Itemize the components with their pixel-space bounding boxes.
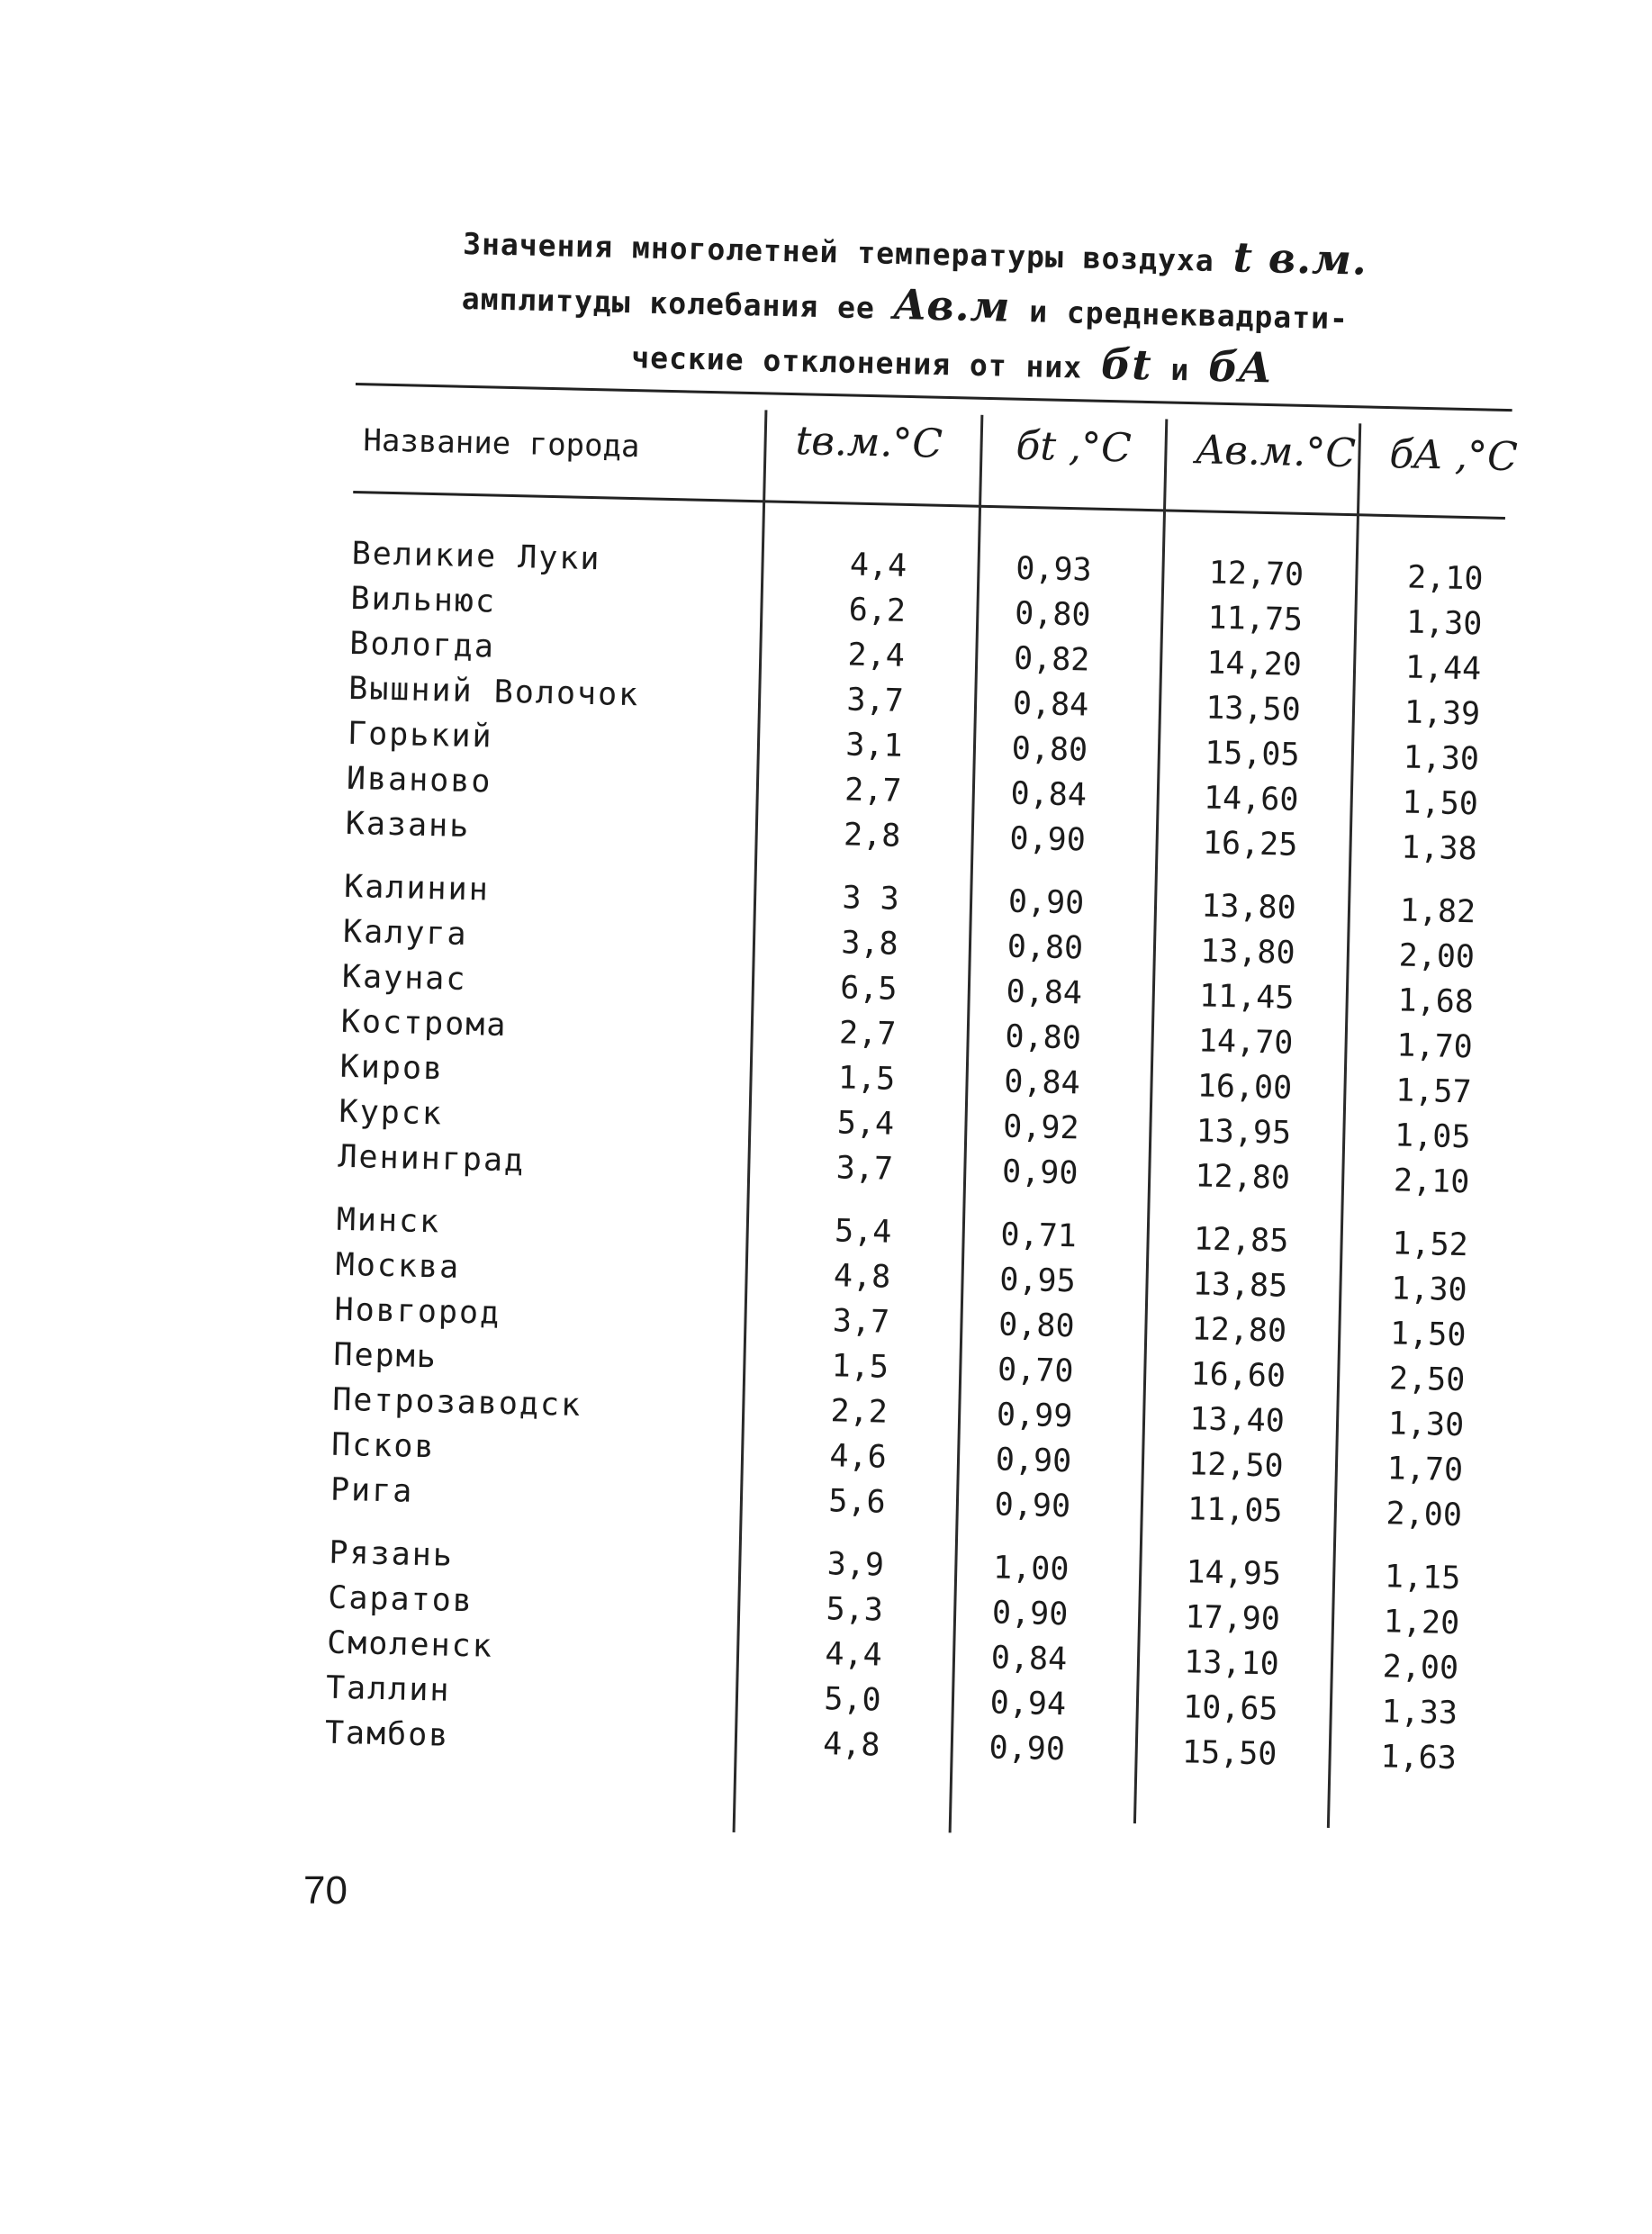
t-vm-cell: 4,6	[829, 1438, 888, 1476]
a-vm-cell: 17,90	[1184, 1599, 1281, 1638]
sigma-t-cell: 0,90	[1009, 820, 1087, 859]
a-vm-cell: 16,25	[1202, 825, 1298, 864]
sigma-a-cell: 1,30	[1403, 739, 1480, 778]
city-cell: Курск	[339, 1093, 444, 1133]
t-vm-cell: 3,1	[844, 727, 904, 764]
sigma-t-cell: 0,92	[1002, 1108, 1080, 1147]
t-vm-cell: 2,2	[830, 1393, 889, 1431]
t-vm-cell: 4,4	[849, 547, 907, 584]
a-vm-cell: 12,70	[1208, 555, 1304, 593]
a-vm-cell: 13,10	[1183, 1644, 1280, 1683]
city-cell: Горький	[347, 715, 494, 755]
sigma-a-cell: 2,00	[1398, 937, 1476, 976]
t-vm-cell: 2,7	[844, 772, 902, 809]
a-vm-cell: 15,50	[1181, 1734, 1277, 1773]
sigma-t-cell: 0,84	[1010, 775, 1088, 814]
city-cell: Псков	[330, 1426, 437, 1466]
t-vm-cell: 6,5	[839, 970, 898, 1008]
city-cell: Петрозаводск	[331, 1381, 582, 1424]
t-vm-cell: 3,7	[832, 1303, 890, 1341]
city-cell: Вологда	[348, 625, 496, 665]
sigma-t-cell: 0,84	[1006, 973, 1083, 1012]
sigma-a-cell: 1,70	[1386, 1451, 1464, 1489]
caption-line-3-start: ческие отклонения от них	[631, 339, 1083, 385]
sigma-a-cell: 1,70	[1395, 1027, 1474, 1066]
a-vm-cell: 11,05	[1187, 1491, 1283, 1530]
t-vm-cell: 3,7	[835, 1150, 894, 1188]
city-cell: Новгород	[334, 1291, 501, 1332]
caption-symbol-t: t в.м.	[1232, 232, 1368, 285]
city-cell: Великие Луки	[351, 535, 601, 578]
sigma-a-cell: 1,50	[1402, 784, 1479, 823]
sigma-t-cell: 0,80	[1014, 595, 1091, 634]
sigma-t-cell: 0,71	[1000, 1216, 1078, 1255]
sigma-a-cell: 2,10	[1406, 559, 1484, 598]
t-vm-cell: 3,9	[826, 1546, 885, 1584]
sigma-a-cell: 1,57	[1395, 1072, 1473, 1111]
sigma-a-cell: 2,10	[1393, 1162, 1470, 1201]
sigma-t-cell: 0,70	[997, 1352, 1074, 1390]
city-cell: Пермь	[333, 1336, 438, 1376]
sigma-t-cell: 1,00	[992, 1550, 1070, 1588]
sigma-a-cell: 1,82	[1399, 892, 1476, 931]
city-cell: Иваново	[346, 760, 492, 800]
sigma-a-cell: 1,30	[1390, 1271, 1468, 1309]
city-cell: Вышний Волочок	[348, 670, 640, 714]
city-cell: Таллин	[325, 1669, 451, 1709]
row-group	[338, 864, 1515, 1206]
a-vm-cell: 16,60	[1190, 1356, 1286, 1395]
city-cell: Казань	[345, 805, 471, 846]
t-vm-cell: 5,0	[823, 1681, 882, 1719]
a-vm-cell: 14,95	[1186, 1554, 1282, 1593]
city-cell: Киров	[339, 1048, 445, 1088]
sigma-a-cell: 1,63	[1380, 1739, 1458, 1777]
a-vm-cell: 10,65	[1182, 1689, 1278, 1728]
a-vm-cell: 14,20	[1206, 645, 1303, 683]
t-vm-cell: 6,2	[848, 592, 907, 629]
city-cell: Калуга	[342, 913, 469, 953]
a-vm-cell: 13,80	[1200, 888, 1297, 927]
sigma-a-cell: 1,33	[1381, 1694, 1458, 1732]
header-bottom-rule	[353, 491, 1505, 520]
row-group	[330, 1198, 1508, 1539]
a-vm-cell: 11,75	[1207, 600, 1304, 638]
sigma-a-cell: 1,52	[1391, 1226, 1469, 1264]
a-vm-cell: 12,80	[1195, 1158, 1291, 1197]
page-number: 70	[303, 1868, 348, 1913]
sigma-t-cell: 0,80	[1007, 928, 1084, 967]
caption-symbol-a: Aв.м	[893, 279, 1012, 331]
a-vm-cell: 14,60	[1203, 780, 1299, 819]
t-vm-cell: 3,7	[846, 682, 905, 719]
city-cell: Саратов	[327, 1579, 474, 1620]
sigma-t-cell: 0,99	[996, 1397, 1073, 1435]
city-cell: Каунас	[341, 958, 467, 998]
sigma-t-cell: 0,84	[1012, 685, 1089, 724]
sigma-t-cell: 0,84	[990, 1640, 1068, 1678]
data-table	[322, 383, 1526, 1886]
sigma-t-cell: 0,95	[998, 1262, 1077, 1300]
sigma-t-cell: 0,80	[1005, 1018, 1082, 1057]
sigma-t-cell: 0,90	[1007, 883, 1085, 922]
t-vm-cell: 5,4	[834, 1213, 892, 1251]
city-cell: Калинин	[343, 868, 491, 909]
city-cell: Вильнюс	[350, 580, 497, 620]
t-vm-cell: 3 3	[842, 880, 900, 918]
t-vm-cell: 1,5	[831, 1348, 889, 1386]
sigma-a-cell: 1,50	[1389, 1316, 1467, 1354]
sigma-a-cell: 2,00	[1386, 1496, 1463, 1534]
caption-symbol-sigma-a: бA	[1207, 341, 1273, 393]
city-cell: Смоленск	[326, 1624, 494, 1665]
sigma-t-cell: 0,94	[989, 1685, 1067, 1723]
header-sigma-a: бA ,°C	[1388, 431, 1519, 481]
sigma-a-cell: 1,30	[1387, 1406, 1465, 1444]
sigma-t-cell: 0,90	[1001, 1153, 1079, 1192]
sigma-a-cell: 1,30	[1405, 604, 1483, 643]
a-vm-cell: 12,85	[1193, 1221, 1289, 1260]
caption-line-3-and: и	[1169, 351, 1190, 388]
t-vm-cell: 2,4	[847, 637, 906, 674]
sigma-t-cell: 0,80	[1011, 730, 1088, 769]
city-cell: Ленинград	[338, 1138, 526, 1180]
a-vm-cell: 15,05	[1204, 735, 1301, 773]
city-cell: Рязань	[329, 1534, 455, 1574]
t-vm-cell: 4,8	[822, 1726, 880, 1764]
sigma-a-cell: 1,39	[1404, 694, 1481, 733]
sigma-a-cell: 1,38	[1400, 829, 1478, 868]
a-vm-cell: 13,50	[1205, 690, 1302, 728]
t-vm-cell: 5,3	[826, 1591, 884, 1629]
t-vm-cell: 5,6	[827, 1483, 886, 1521]
a-vm-cell: 14,70	[1197, 1023, 1294, 1062]
a-vm-cell: 13,40	[1188, 1401, 1286, 1440]
t-vm-cell: 4,4	[825, 1636, 883, 1674]
caption-line-1-text: Значения многолетней температуры воздуха	[462, 225, 1215, 278]
a-vm-cell: 12,80	[1191, 1311, 1287, 1350]
t-vm-cell: 2,7	[838, 1015, 897, 1053]
a-vm-cell: 13,80	[1199, 933, 1296, 972]
sigma-t-cell: 0,90	[995, 1442, 1072, 1480]
caption-line-2-end: и среднеквадрати-	[1028, 294, 1350, 337]
sigma-a-cell: 1,44	[1404, 649, 1482, 688]
city-cell: Москва	[335, 1246, 461, 1286]
sigma-t-cell: 0,80	[998, 1307, 1076, 1345]
header-t-vm: tв.м.°C	[795, 418, 943, 467]
sigma-a-cell: 1,15	[1384, 1559, 1461, 1597]
header-city: Название города	[363, 422, 640, 466]
sigma-t-cell: 0,90	[988, 1730, 1066, 1768]
sigma-t-cell: 0,90	[991, 1595, 1069, 1633]
sigma-a-cell: 1,68	[1397, 982, 1475, 1021]
a-vm-cell: 13,95	[1196, 1113, 1292, 1152]
city-cell: Минск	[336, 1201, 441, 1241]
a-vm-cell: 16,00	[1196, 1068, 1293, 1107]
t-vm-cell: 2,8	[843, 817, 901, 855]
sigma-a-cell: 2,50	[1388, 1361, 1466, 1399]
sigma-a-cell: 2,00	[1382, 1649, 1459, 1687]
sigma-t-cell: 0,84	[1003, 1063, 1081, 1102]
t-vm-cell: 1,5	[837, 1060, 896, 1098]
row-group	[345, 531, 1522, 873]
sigma-t-cell: 0,82	[1013, 640, 1090, 679]
city-cell: Рига	[329, 1471, 414, 1510]
row-group	[324, 1531, 1499, 1782]
sigma-a-cell: 1,05	[1394, 1117, 1471, 1156]
t-vm-cell: 3,8	[840, 925, 899, 963]
t-vm-cell: 4,8	[833, 1258, 891, 1296]
caption-line-2-start: амплитуды колебания ее	[461, 280, 876, 326]
a-vm-cell: 13,85	[1192, 1266, 1288, 1305]
table-caption	[460, 214, 1499, 402]
a-vm-cell: 12,50	[1187, 1446, 1285, 1485]
t-vm-cell: 5,4	[836, 1105, 895, 1143]
a-vm-cell: 11,45	[1198, 978, 1295, 1017]
header-a-vm: Aв.м.°C	[1195, 427, 1357, 477]
sigma-t-cell: 0,90	[994, 1487, 1071, 1525]
city-cell: Кострома	[340, 1003, 508, 1044]
sigma-a-cell: 1,20	[1383, 1604, 1460, 1642]
sigma-t-cell: 0,93	[1015, 550, 1093, 589]
header-sigma-t: бt ,°C	[1016, 422, 1133, 472]
caption-symbol-sigma-t: бt	[1100, 339, 1153, 390]
city-cell: Тамбов	[324, 1714, 450, 1754]
